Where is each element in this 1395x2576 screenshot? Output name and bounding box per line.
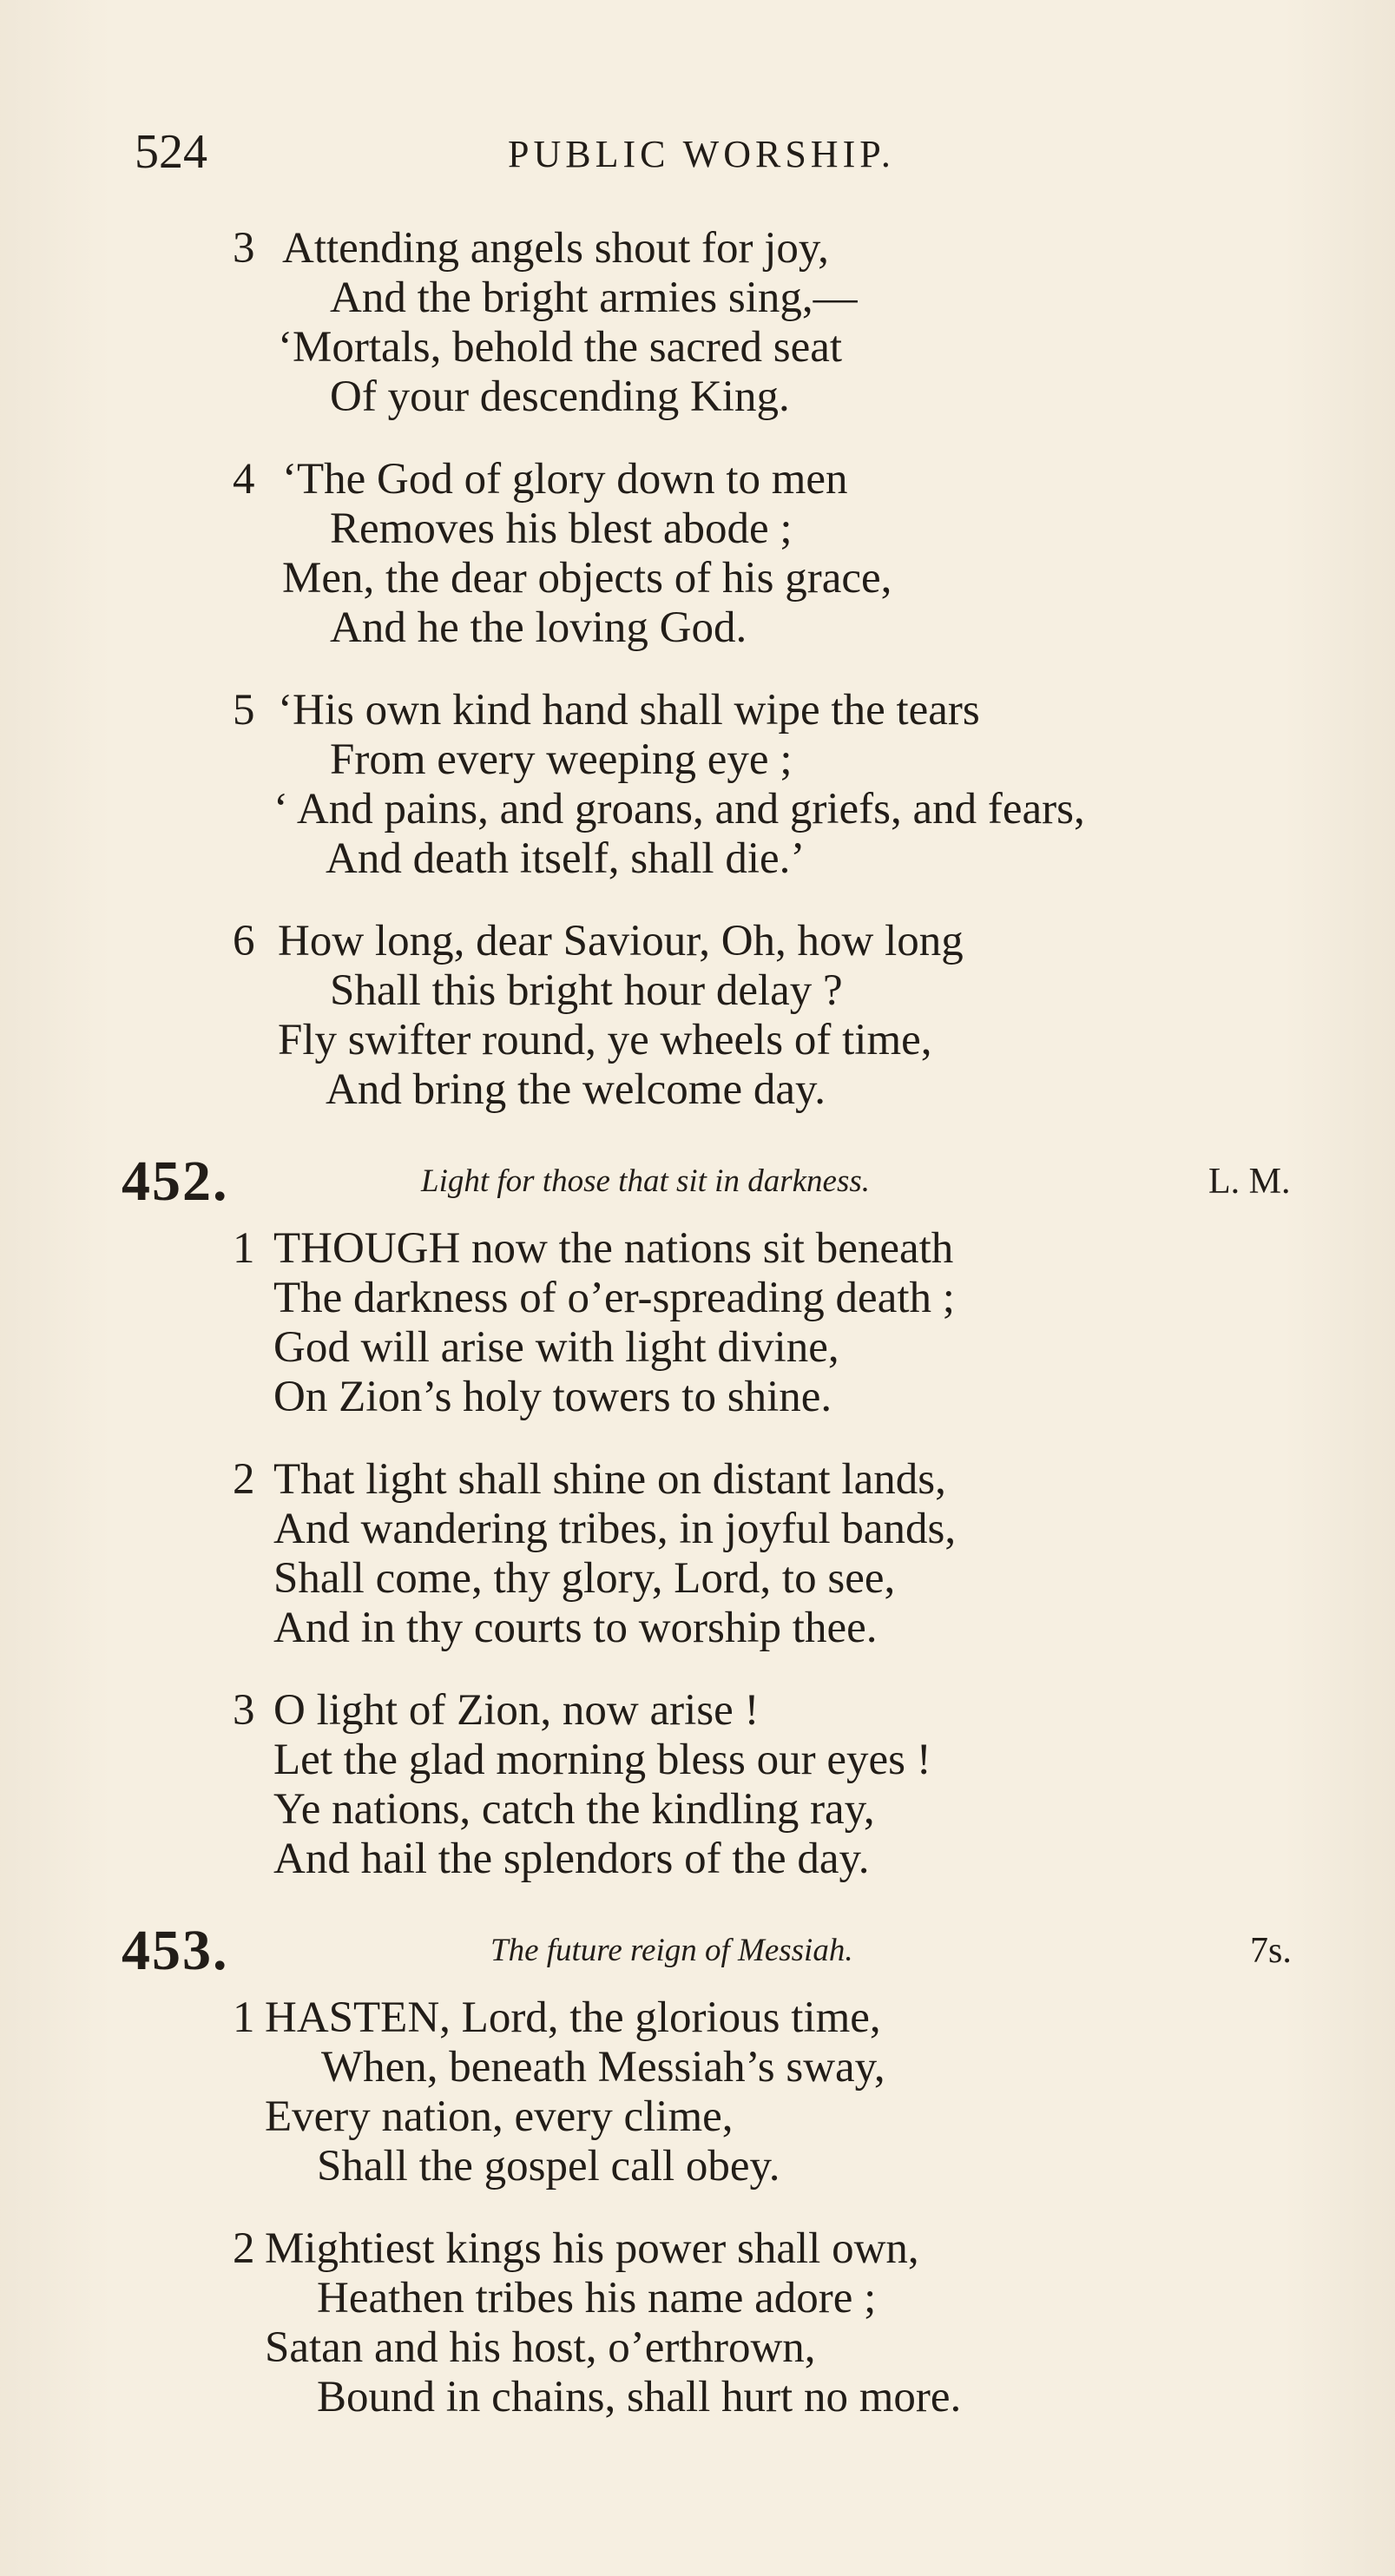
verse-line bbox=[0, 2092, 1395, 2142]
verse-line bbox=[0, 554, 1395, 603]
page-number: 524 bbox=[135, 125, 207, 179]
verse-line bbox=[0, 1785, 1395, 1835]
verse-line bbox=[0, 323, 1395, 372]
running-head: PUBLIC WORSHIP. bbox=[508, 133, 895, 175]
verse-line bbox=[0, 2373, 1395, 2422]
verse-line bbox=[0, 1373, 1395, 1422]
line-text: Ye nations, catch the kindling ray, bbox=[273, 1785, 875, 1834]
hymn-number: 452. bbox=[122, 1150, 229, 1213]
line-text: THOUGH now the nations sit beneath bbox=[273, 1224, 954, 1273]
verse bbox=[0, 1993, 1395, 2191]
verse-line bbox=[0, 273, 1395, 323]
verse-line bbox=[0, 2142, 1395, 2191]
line-text: Let the glad morning bless our eyes ! bbox=[273, 1736, 931, 1784]
verse-line bbox=[0, 834, 1395, 884]
verse bbox=[0, 2224, 1395, 2422]
line-text: The darkness of o’er-spreading death ; bbox=[273, 1274, 955, 1322]
verse bbox=[0, 686, 1395, 884]
verse-line bbox=[0, 1736, 1395, 1785]
verse-number: 3 bbox=[233, 224, 255, 273]
verse-line bbox=[0, 1686, 1395, 1736]
verse bbox=[0, 224, 1395, 422]
verse-number: 1 bbox=[233, 1224, 255, 1273]
verse-line bbox=[0, 1065, 1395, 1115]
line-text: ‘ And pains, and groans, and griefs, and fears, bbox=[273, 785, 1085, 833]
line-text: O light of Zion, now arise ! bbox=[273, 1686, 760, 1735]
line-text: Men, the dear objects of his grace, bbox=[282, 554, 892, 603]
line-text: Bound in chains, shall hurt no more. bbox=[317, 2373, 962, 2421]
line-text: And bring the welcome day. bbox=[326, 1065, 826, 1114]
verse-line bbox=[0, 2323, 1395, 2373]
page-content bbox=[0, 224, 1395, 2455]
line-text: Attending angels shout for joy, bbox=[282, 224, 829, 273]
verse-number: 2 bbox=[233, 2224, 255, 2273]
line-text: On Zion’s holy towers to shine. bbox=[273, 1373, 832, 1421]
line-text: Fly swifter round, ye wheels of time, bbox=[278, 1016, 932, 1064]
line-text: And death itself, shall die.’ bbox=[326, 834, 806, 883]
verse-number: 3 bbox=[233, 1686, 255, 1735]
verse bbox=[0, 455, 1395, 653]
verse bbox=[0, 917, 1395, 1115]
line-text: ‘His own kind hand shall wipe the tears bbox=[278, 686, 980, 735]
verse-line bbox=[0, 2274, 1395, 2323]
line-text: And he the loving God. bbox=[330, 603, 747, 652]
line-text: Of your descending King. bbox=[330, 372, 790, 421]
verse-number: 1 bbox=[233, 1993, 255, 2042]
line-text: Shall this bright hour delay ? bbox=[330, 966, 843, 1015]
verse bbox=[0, 1224, 1395, 1422]
hymn-meter: 7s. bbox=[1250, 1931, 1292, 1971]
line-text: And in thy courts to worship thee. bbox=[273, 1604, 878, 1652]
line-text: Every nation, every clime, bbox=[265, 2092, 734, 2141]
verse-line bbox=[0, 224, 1395, 273]
line-text: ‘Mortals, behold the sacred seat bbox=[278, 323, 843, 372]
verse-line bbox=[0, 2043, 1395, 2092]
line-text: Shall the gospel call obey. bbox=[317, 2142, 780, 2191]
verse-line bbox=[0, 2224, 1395, 2274]
verse-line bbox=[0, 1554, 1395, 1604]
line-text: That light shall shine on distant lands, bbox=[273, 1455, 946, 1504]
verse-line bbox=[0, 1274, 1395, 1323]
line-text: Removes his blest abode ; bbox=[330, 504, 793, 553]
verse-line bbox=[0, 735, 1395, 785]
verse-number: 2 bbox=[233, 1455, 255, 1504]
verse-line bbox=[0, 785, 1395, 834]
verse-number: 5 bbox=[233, 686, 255, 735]
hymn-header bbox=[0, 1148, 1395, 1216]
line-text: When, beneath Messiah’s sway, bbox=[321, 2043, 885, 2092]
verse-line bbox=[0, 504, 1395, 554]
verse-line bbox=[0, 372, 1395, 422]
verse bbox=[0, 1686, 1395, 1884]
verse-line bbox=[0, 1835, 1395, 1884]
line-text: Satan and his host, o’erthrown, bbox=[265, 2323, 816, 2372]
verse-number: 6 bbox=[233, 917, 255, 965]
verse-line bbox=[0, 1993, 1395, 2043]
page-header bbox=[135, 122, 1246, 182]
line-text: Heathen tribes his name adore ; bbox=[317, 2274, 877, 2322]
verse-line bbox=[0, 1604, 1395, 1653]
line-text: And wandering tribes, in joyful bands, bbox=[273, 1505, 957, 1553]
verse-line bbox=[0, 455, 1395, 504]
line-text: HASTEN, Lord, the glorious time, bbox=[265, 1993, 881, 2042]
hymn-title: Light for those that sit in darkness. bbox=[421, 1163, 871, 1199]
line-text: Mightiest kings his power shall own, bbox=[265, 2224, 919, 2273]
line-text: From every weeping eye ; bbox=[330, 735, 793, 784]
verse-line bbox=[0, 603, 1395, 653]
line-text: How long, dear Saviour, Oh, how long bbox=[278, 917, 964, 965]
line-text: ‘The God of glory down to men bbox=[282, 455, 848, 504]
verse-line bbox=[0, 1016, 1395, 1065]
hymn-header bbox=[0, 1917, 1395, 1985]
hymn-meter: L. M. bbox=[1208, 1162, 1291, 1202]
verse-line bbox=[0, 686, 1395, 735]
line-text: Shall come, thy glory, Lord, to see, bbox=[273, 1554, 896, 1603]
line-text: And hail the splendors of the day. bbox=[273, 1835, 870, 1883]
verse-line bbox=[0, 917, 1395, 966]
verse-line bbox=[0, 966, 1395, 1016]
line-text: God will arise with light divine, bbox=[273, 1323, 839, 1372]
verse-line bbox=[0, 1505, 1395, 1554]
hymn-number: 453. bbox=[122, 1919, 229, 1982]
hymn-title: The future reign of Messiah. bbox=[490, 1933, 853, 1968]
verse-line bbox=[0, 1323, 1395, 1373]
verse-number: 4 bbox=[233, 455, 255, 504]
verse bbox=[0, 1455, 1395, 1653]
line-text: And the bright armies sing,— bbox=[330, 273, 858, 322]
verse-line bbox=[0, 1224, 1395, 1274]
verse-line bbox=[0, 1455, 1395, 1505]
